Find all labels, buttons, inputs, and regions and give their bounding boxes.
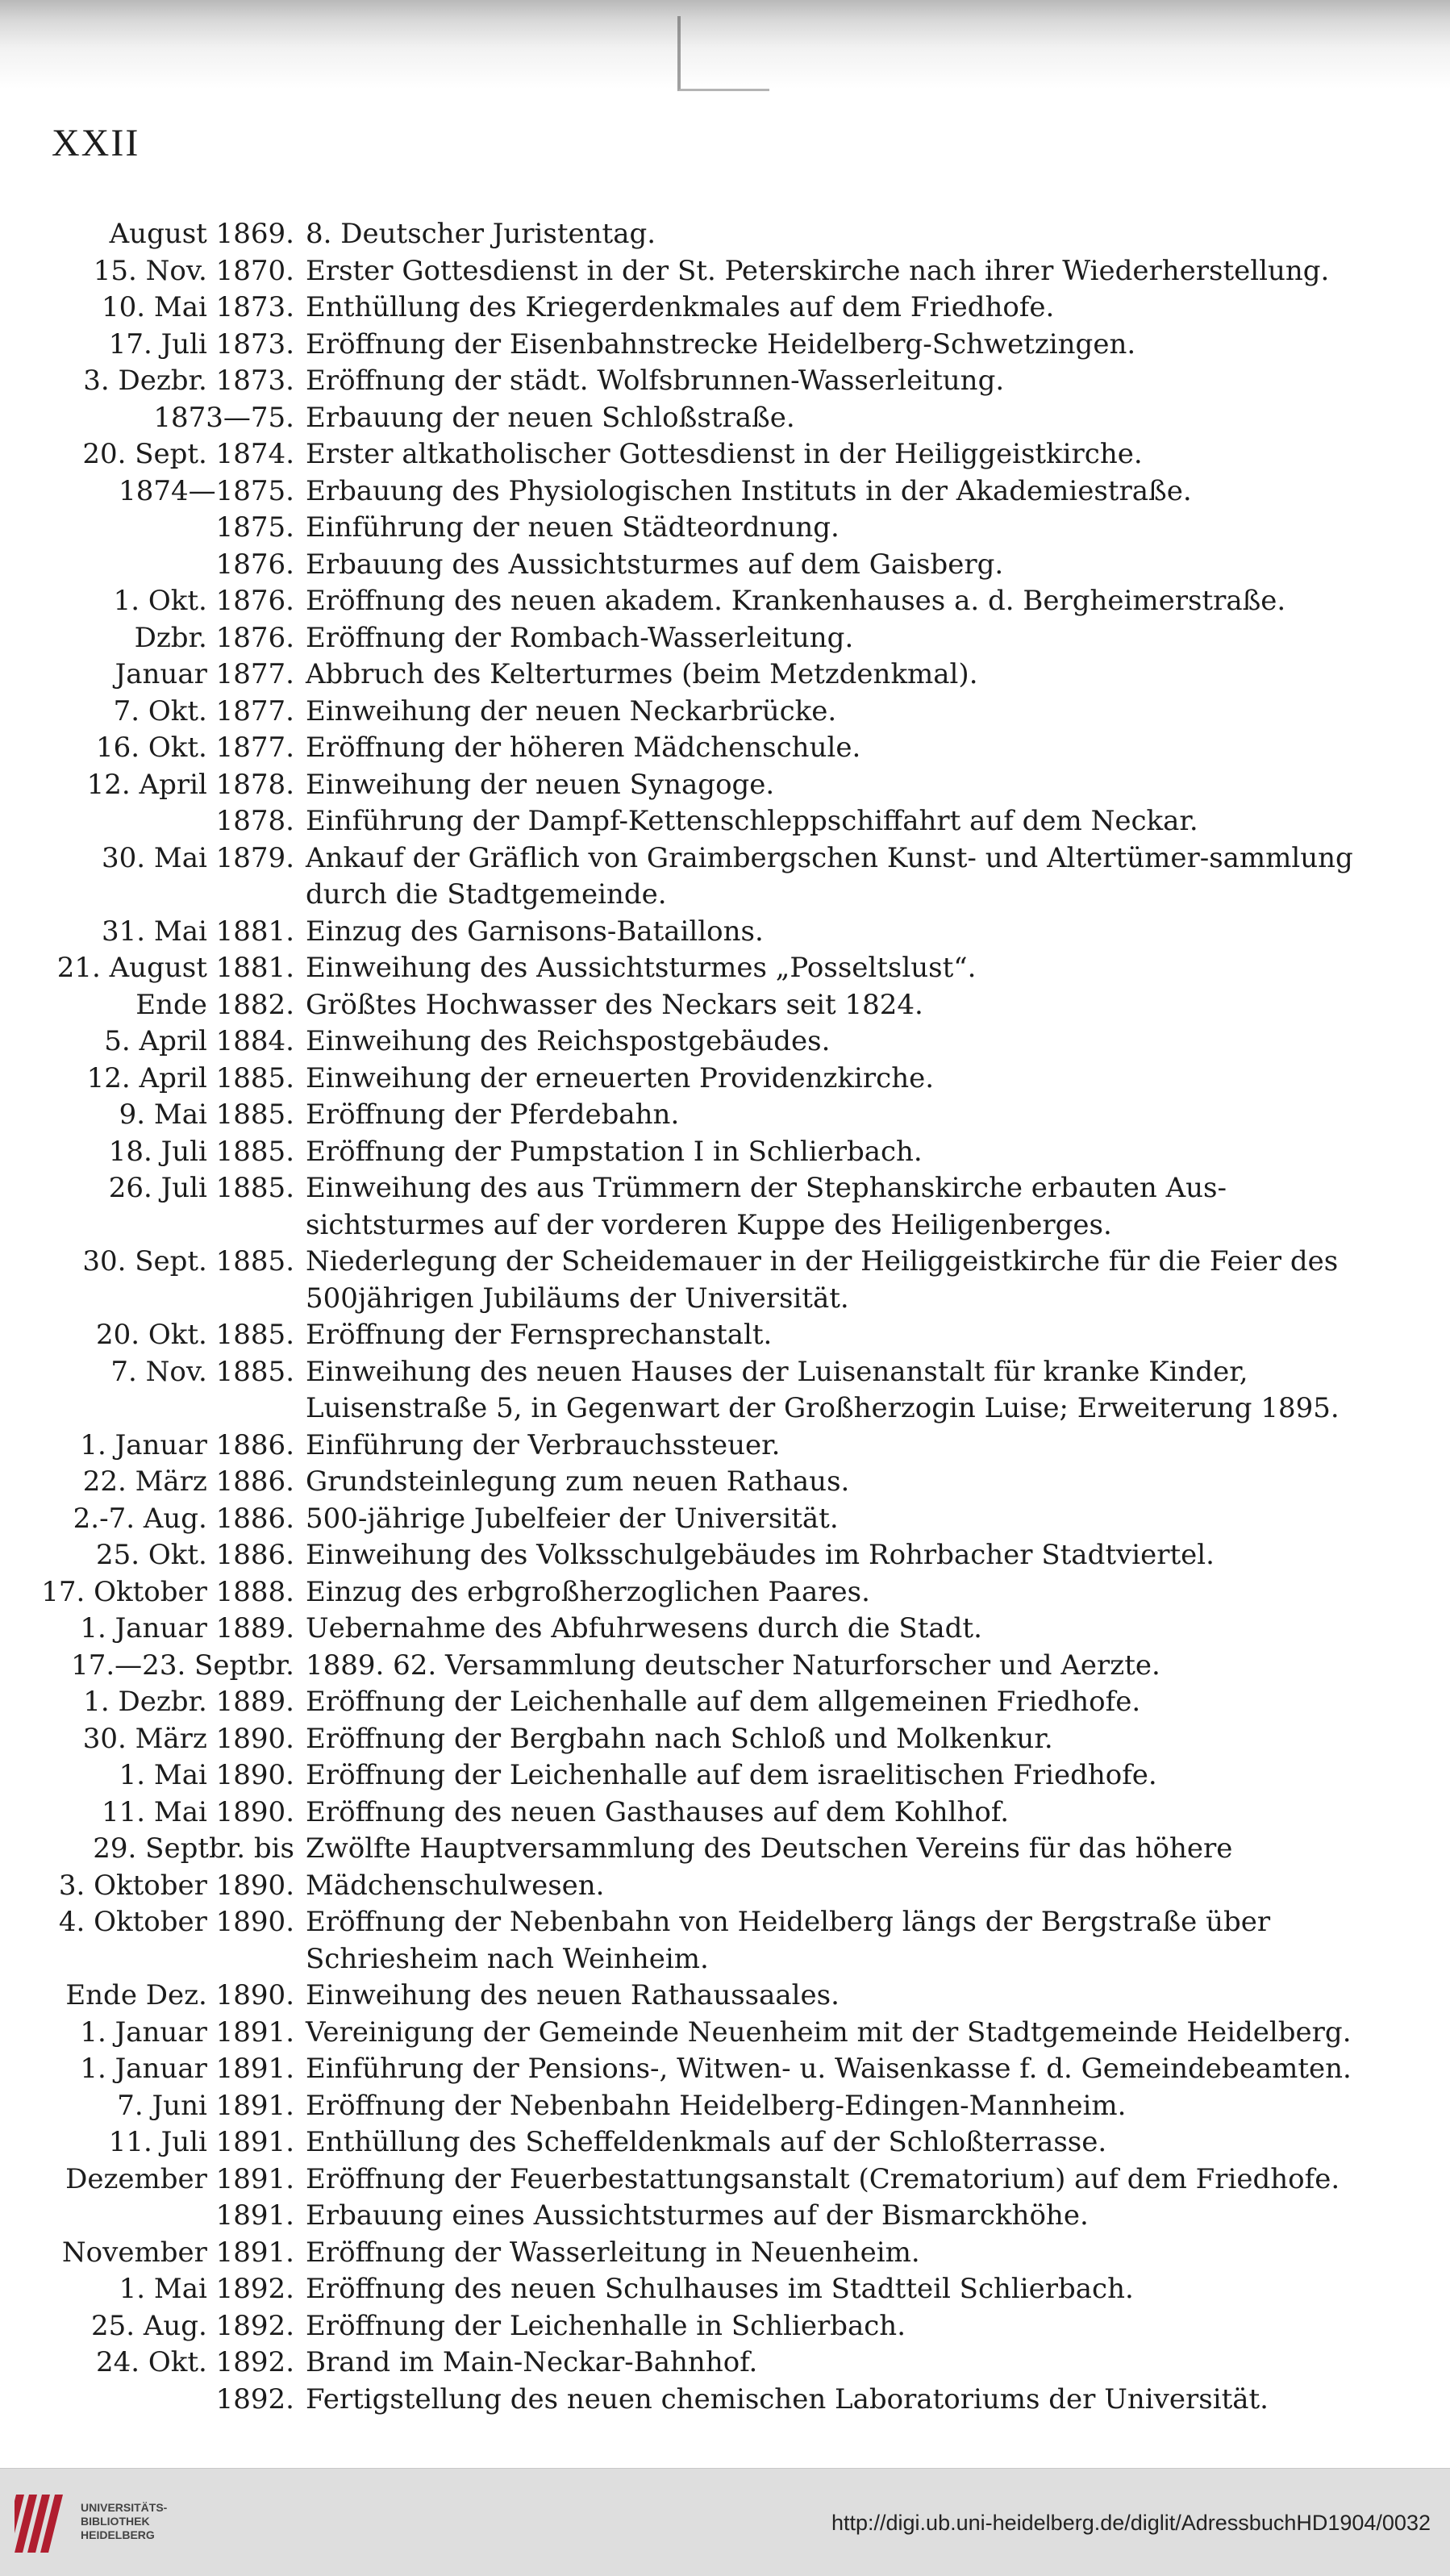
entry-date: 3. Oktober 1890. — [58, 1869, 294, 1902]
entry-text: Ankauf der Gräflich von Graimbergschen Kunst- und Altertümer-sammlung durch die Stadtgemeinde. — [306, 841, 1353, 911]
entry-date: 1. Okt. 1876. — [113, 585, 294, 617]
entry-text: Eröffnung der städt. Wolfsbrunnen-Wasserleitung. — [306, 365, 1005, 397]
chronicle-entry — [32, 2161, 1379, 2199]
chronicle-entry — [32, 1023, 1379, 1061]
entry-text: Eröffnung der Bergbahn nach Schloß und Molkenkur. — [306, 1722, 1053, 1755]
chronicle-entry — [32, 2382, 1379, 2419]
library-name-line: BIBLIOTHEK — [81, 2515, 150, 2528]
chronicle-entry — [32, 1097, 1379, 1134]
entry-date: 17. Oktober 1888. — [41, 1575, 294, 1608]
entry-text: Einweihung der neuen Neckarbrücke. — [306, 694, 837, 727]
footer-bar — [0, 2468, 1450, 2576]
chronicle-entry — [32, 1684, 1379, 1721]
entry-text: Enthüllung des Scheffeldenkmals auf der Schloßterrasse. — [306, 2126, 1107, 2158]
entry-date: Ende 1882. — [135, 988, 294, 1021]
library-name-line: UNIVERSITÄTS- — [81, 2501, 168, 2514]
entry-date: 1876. — [215, 548, 294, 581]
entry-text: Erbauung des Physiologischen Instituts in der Akademiestraße. — [306, 474, 1192, 507]
entry-date: 30. Mai 1879. — [102, 841, 294, 874]
entry-date: 22. März 1886. — [82, 1465, 294, 1498]
chronicle-entry — [32, 1170, 1379, 1244]
chronicle-entry — [32, 767, 1379, 804]
entry-text: Einweihung des neuen Rathaussaales. — [306, 1979, 840, 2011]
chronicle-entry — [32, 620, 1379, 657]
scan-artifact — [677, 16, 769, 91]
entry-text: Einführung der Verbrauchssteuer. — [306, 1428, 781, 1461]
entry-date: 7. Nov. 1885. — [110, 1355, 294, 1388]
entry-date: 2.-7. Aug. 1886. — [73, 1502, 294, 1535]
chronicle-entry — [32, 400, 1379, 437]
chronicle-entry — [32, 1428, 1379, 1465]
chronicle-entry — [32, 950, 1379, 987]
entry-text: Erbauung eines Aussichtsturmes auf der Bismarckhöhe. — [306, 2199, 1089, 2232]
entry-text: Eröffnung der Leichenhalle auf dem allgemeinen Friedhofe. — [306, 1686, 1141, 1718]
entry-date: Dezember 1891. — [65, 2162, 294, 2195]
entry-text: Abbruch des Kelterturmes (beim Metzdenkmal). — [306, 658, 978, 690]
entry-date: 1. Mai 1892. — [119, 2273, 294, 2305]
entry-date: 12. April 1878. — [86, 768, 294, 801]
entry-date: 20. Okt. 1885. — [96, 1319, 294, 1351]
entry-text: Vereinigung der Gemeinde Neuenheim mit der Stadtgemeinde Heidelberg. — [306, 2015, 1352, 2049]
entry-text: Zwölfte Hauptversammlung des Deutschen Vereins für das höhere — [306, 1832, 1233, 1865]
chronicle-entry — [32, 436, 1379, 473]
entry-text: Eröffnung der Nebenbahn von Heidelberg längs der Bergstraße über Schriesheim nach Weinheim. — [306, 1906, 1271, 1975]
entry-date: 1. Januar 1891. — [80, 2053, 294, 2085]
chronicle-entry — [32, 327, 1379, 364]
entry-date: Ende Dez. 1890. — [65, 1979, 294, 2011]
chronicle-entry — [32, 657, 1379, 694]
chronicle-entry — [32, 1831, 1379, 1868]
entry-text: Eröffnung der Pumpstation I in Schlierbach. — [306, 1135, 923, 1168]
entry-text: Einweihung des Reichspostgebäudes. — [306, 1025, 831, 1057]
entry-text: Enthüllung des Kriegerdenkmales auf dem Friedhofe. — [306, 291, 1055, 323]
chronicle-entry — [32, 473, 1379, 511]
entry-text: Einzug des erbgroßherzoglichen Paares. — [306, 1575, 870, 1608]
chronicle-entry — [32, 1317, 1379, 1354]
entry-text: Einweihung der erneuerten Providenzkirche. — [306, 1061, 935, 1094]
entry-text: Eröffnung der Eisenbahnstrecke Heidelberg-Schwetzingen. — [306, 327, 1136, 361]
entry-date: August 1869. — [109, 218, 294, 250]
entry-date: 26. Juli 1885. — [108, 1172, 294, 1204]
chronicle-entry — [32, 363, 1379, 400]
entry-text: Uebernahme des Abfuhrwesens durch die Stadt. — [306, 1612, 982, 1644]
entry-text: Erbauung des Aussichtsturmes auf dem Gaisberg. — [306, 548, 1004, 581]
chronicle-entry — [32, 1134, 1379, 1171]
entry-date: 30. März 1890. — [82, 1722, 294, 1755]
entry-text: Einführung der Pensions-, Witwen- u. Waisenkasse f. d. Gemeindebeamten. — [306, 2053, 1352, 2085]
entry-text: Erster Gottesdienst in der St. Peterskirche nach ihrer Wiederherstellung. — [306, 254, 1330, 287]
entry-date: 1878. — [215, 805, 294, 837]
entry-text: Einweihung des Aussichtsturmes „Posseltslust“. — [306, 952, 977, 984]
chronicle-entry — [32, 2015, 1379, 2052]
page-number: XXII — [52, 122, 140, 165]
entry-date: 1874—1875. — [119, 474, 294, 507]
entry-text: Eröffnung der Leichenhalle in Schlierbach. — [306, 2309, 906, 2342]
chronicle-entry — [32, 2051, 1379, 2088]
chronicle-entry — [32, 1244, 1379, 1317]
entry-text: 8. Deutscher Juristentag. — [306, 218, 656, 250]
chronicle-entry — [32, 216, 1379, 253]
entry-date: 7. Okt. 1877. — [113, 694, 294, 727]
chronicle-entry — [32, 1757, 1379, 1794]
entry-date: 10. Mai 1873. — [102, 291, 294, 323]
chronicle-entry — [32, 1354, 1379, 1428]
entry-text: Eröffnung der höheren Mädchenschule. — [306, 732, 861, 764]
entry-date: 25. Okt. 1886. — [96, 1539, 294, 1571]
chronicle-entry — [32, 2308, 1379, 2345]
entry-date: 1873—75. — [153, 401, 294, 434]
chronicle-entry — [32, 2271, 1379, 2308]
entry-date: 5. April 1884. — [104, 1025, 294, 1057]
entry-date: 1891. — [215, 2199, 294, 2232]
entry-date: 1. Januar 1889. — [80, 1612, 294, 1644]
entry-date: 21. August 1881. — [56, 952, 294, 984]
entry-date: 25. Aug. 1892. — [90, 2309, 294, 2342]
entry-text: Mädchenschulwesen. — [306, 1869, 605, 1902]
entry-date: 24. Okt. 1892. — [96, 2346, 294, 2378]
entry-text: Eröffnung der Leichenhalle auf dem israelitischen Friedhofe. — [306, 1759, 1157, 1791]
chronicle-entry — [32, 2198, 1379, 2235]
library-name-line: HEIDELBERG — [81, 2528, 155, 2541]
entry-text: 500-jährige Jubelfeier der Universität. — [306, 1502, 839, 1535]
chronicle-entry — [32, 547, 1379, 584]
entry-text: Eröffnung der Rombach-Wasserleitung. — [306, 621, 854, 654]
chronicle-entry — [32, 694, 1379, 731]
entry-text: Einweihung des neuen Hauses der Luisenanstalt für kranke Kinder, Luisenstraße 5, in Gegenwart der Großherzogin Luise; Erweiterung 1895. — [306, 1355, 1340, 1424]
entry-text: Einweihung der neuen Synagoge. — [306, 768, 775, 801]
entry-date: 17. Juli 1873. — [108, 327, 294, 361]
chronicle-entry — [32, 1904, 1379, 1978]
entry-text: Fertigstellung des neuen chemischen Laboratoriums der Universität. — [306, 2382, 1269, 2416]
chronicle-entry — [32, 583, 1379, 620]
entry-date: 1. Januar 1886. — [80, 1428, 294, 1461]
entry-date: Januar 1877. — [115, 658, 294, 690]
entry-date: Dzbr. 1876. — [134, 621, 294, 654]
chronicle-entry — [32, 1794, 1379, 1832]
chronicle-entry — [32, 1574, 1379, 1611]
entry-date: 30. Sept. 1885. — [82, 1245, 294, 1278]
chronicle-entry — [32, 1537, 1379, 1574]
chronicle-entry — [32, 1978, 1379, 2015]
entry-date: 15. Nov. 1870. — [93, 254, 294, 287]
chronicle-entry — [32, 1501, 1379, 1538]
chronicle-entry — [32, 2235, 1379, 2272]
entry-text: Eröffnung des neuen Schulhauses im Stadtteil Schlierbach. — [306, 2273, 1134, 2305]
source-url[interactable]: http://digi.ub.uni-heidelberg.de/diglit/AdressbuchHD1904/0032 — [831, 2511, 1431, 2535]
entry-text: Eröffnung der Wasserleitung in Neuenheim. — [306, 2236, 920, 2269]
entry-text: Einführung der neuen Städteordnung. — [306, 511, 840, 544]
entry-text: Einzug des Garnisons-Bataillons. — [306, 915, 764, 948]
entry-date: 1. Dezbr. 1889. — [83, 1686, 294, 1718]
entry-text: Einführung der Dampf-Kettenschleppschiffahrt auf dem Neckar. — [306, 805, 1198, 837]
entry-text: Erbauung der neuen Schloßstraße. — [306, 401, 795, 434]
entry-text: Erster altkatholischer Gottesdienst in der Heiliggeistkirche. — [306, 438, 1143, 470]
chronicle-entry — [32, 2345, 1379, 2382]
chronicle-entry — [32, 253, 1379, 290]
entry-text: Eröffnung des neuen akadem. Krankenhauses a. d. Bergheimerstraße. — [306, 585, 1286, 617]
chronicle-entry — [32, 1721, 1379, 1758]
entry-date: 1875. — [215, 511, 294, 544]
chronicle-entry — [32, 1464, 1379, 1501]
chronicle-entry — [32, 510, 1379, 547]
entry-date: 16. Okt. 1877. — [96, 732, 294, 764]
entry-text: Brand im Main-Neckar-Bahnhof. — [306, 2346, 758, 2378]
entry-text: Grundsteinlegung zum neuen Rathaus. — [306, 1465, 850, 1498]
entry-text: Eröffnung des neuen Gasthauses auf dem Kohlhof. — [306, 1795, 1010, 1828]
entry-date: 18. Juli 1885. — [108, 1135, 294, 1168]
entry-date: 7. Juni 1891. — [117, 2089, 294, 2122]
entry-date: 4. Oktober 1890. — [58, 1906, 294, 1938]
entry-date: 1892. — [215, 2382, 294, 2416]
chronicle-entry — [32, 914, 1379, 951]
chronicle-entry — [32, 2124, 1379, 2161]
entry-date: 17.—23. Septbr. — [71, 1649, 294, 1682]
chronicle-entry — [32, 840, 1379, 914]
entry-date: November 1891. — [61, 2236, 294, 2269]
chronicle-entry — [32, 2088, 1379, 2125]
entry-text: Eröffnung der Feuerbestattungsanstalt (Crematorium) auf dem Friedhofe. — [306, 2162, 1340, 2195]
entry-text: Einweihung des Volksschulgebäudes im Rohrbacher Stadtviertel. — [306, 1539, 1215, 1571]
entry-text: Einweihung des aus Trümmern der Stephanskirche erbauten Aus-sichtsturmes auf der vorderen Kuppe des Heiligenberges. — [306, 1172, 1227, 1241]
entry-text: Größtes Hochwasser des Neckars seit 1824. — [306, 988, 923, 1021]
entry-date: 9. Mai 1885. — [119, 1098, 294, 1131]
entry-text: Eröffnung der Fernsprechanstalt. — [306, 1319, 773, 1351]
chronicle-entry — [32, 1648, 1379, 1685]
entry-date: 12. April 1885. — [86, 1061, 294, 1094]
chronicle-entry — [32, 803, 1379, 840]
library-logo-icon — [15, 2488, 71, 2557]
chronicle-list — [32, 216, 1379, 2418]
entry-text: Eröffnung der Nebenbahn Heidelberg-Edingen-Mannheim. — [306, 2089, 1127, 2122]
chronicle-entry — [32, 1061, 1379, 1098]
entry-date: 29. Septbr. bis — [93, 1832, 294, 1865]
entry-date: 20. Sept. 1874. — [82, 438, 294, 470]
entry-text: Niederlegung der Scheidemauer in der Heiliggeistkirche für die Feier des 500jährigen Jubiläums der Universität. — [306, 1245, 1339, 1315]
entry-date: 11. Mai 1890. — [102, 1795, 294, 1828]
chronicle-entry — [32, 1611, 1379, 1648]
chronicle-entry — [32, 290, 1379, 327]
entry-date: 1. Mai 1890. — [119, 1759, 294, 1791]
entry-text: 1889. 62. Versammlung deutscher Naturforscher und Aerzte. — [306, 1649, 1160, 1682]
entry-date: 1. Januar 1891. — [80, 2015, 294, 2049]
entry-date: 11. Juli 1891. — [108, 2126, 294, 2158]
entry-text: Eröffnung der Pferdebahn. — [306, 1098, 680, 1131]
chronicle-entry — [32, 1868, 1379, 1905]
chronicle-entry — [32, 730, 1379, 767]
entry-date: 31. Mai 1881. — [102, 915, 294, 948]
chronicle-entry — [32, 987, 1379, 1024]
library-name — [81, 2501, 167, 2542]
entry-date: 3. Dezbr. 1873. — [83, 365, 294, 397]
